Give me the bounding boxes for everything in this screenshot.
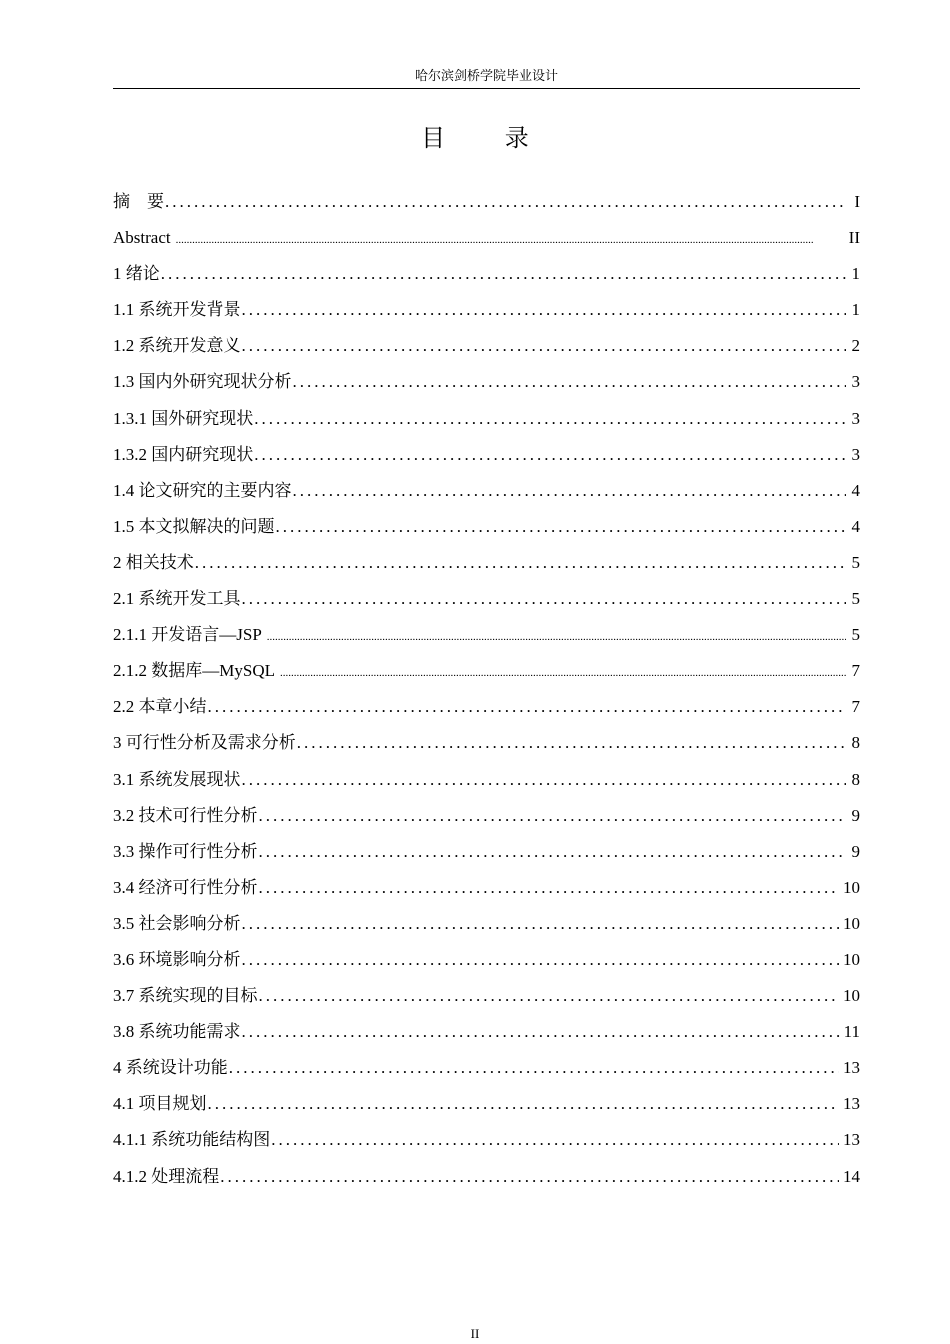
toc-entry-label: 2.1 系统开发工具 [113, 589, 241, 609]
toc-entry-page-number: 13 [843, 1094, 860, 1114]
toc-entry-page-number: 5 [851, 552, 860, 572]
toc-entry-label: 3.4 经济可行性分析 [113, 877, 258, 897]
toc-dot-leader [242, 294, 847, 326]
toc-entry-page-number: 8 [851, 733, 860, 753]
toc-entry[interactable] [113, 1088, 860, 1124]
toc-entry[interactable] [113, 764, 860, 800]
toc-entry[interactable] [113, 294, 860, 330]
toc-dot-leader [293, 366, 847, 398]
toc-entry-label: 2.1.1 开发语言—JSP [113, 625, 262, 645]
toc-entry-label: 1.3.2 国内研究现状 [113, 444, 254, 464]
toc-entry-label: 1.2 系统开发意义 [113, 336, 241, 356]
toc-entry-page-number: 10 [843, 877, 860, 897]
toc-entry[interactable] [113, 403, 860, 439]
toc-dot-leader [242, 330, 847, 362]
toc-entry-page-number: 7 [851, 661, 860, 681]
toc-dot-leader [280, 657, 846, 689]
toc-entry-label: 1.3 国内外研究现状分析 [113, 372, 292, 392]
toc-entry-label: 2 相关技术 [113, 552, 194, 572]
toc-dot-leader [276, 511, 847, 543]
toc-dot-leader [254, 439, 846, 471]
toc-entry-page-number: 13 [843, 1130, 860, 1150]
toc-entry-page-number: 5 [851, 625, 860, 645]
toc-entry[interactable] [113, 800, 860, 836]
toc-entry-page-number: 1 [851, 300, 860, 320]
toc-entry-label: 3.1 系统发展现状 [113, 769, 241, 789]
toc-entry-label: 3 可行性分析及需求分析 [113, 733, 296, 753]
toc-dot-leader [220, 1161, 839, 1193]
toc-entry-page-number: 3 [851, 372, 860, 392]
toc-dot-leader [242, 1016, 840, 1048]
toc-entry-page-number: 4 [851, 516, 860, 536]
toc-entry-label: 3.3 操作可行性分析 [113, 841, 258, 861]
toc-entry-page-number: 10 [843, 986, 860, 1006]
toc-entry[interactable] [113, 475, 860, 511]
toc-entry-page-number: 3 [851, 444, 860, 464]
toc-entry-label: Abstract [113, 228, 171, 248]
toc-entry-page-number: 4 [851, 480, 860, 500]
toc-entry[interactable] [113, 1016, 860, 1052]
toc-entry[interactable] [113, 872, 860, 908]
toc-entry-label: 3.5 社会影响分析 [113, 913, 241, 933]
toc-entry[interactable] [113, 366, 860, 402]
toc-entry-label: 4.1 项目规划 [113, 1094, 207, 1114]
toc-entry-page-number: 8 [851, 769, 860, 789]
page-header [113, 66, 860, 89]
toc-entry-label: 4.1.2 处理流程 [113, 1166, 220, 1186]
toc-entry[interactable] [113, 655, 860, 691]
toc-entry-page-number: 1 [851, 264, 860, 284]
toc-dot-leader [267, 621, 846, 653]
toc-dot-leader [242, 764, 847, 796]
toc-entry-label: 3.2 技术可行性分析 [113, 805, 258, 825]
toc-entry-page-number: 13 [843, 1058, 860, 1078]
toc-entry-label: 1.5 本文拟解决的问题 [113, 516, 275, 536]
toc-dot-leader [195, 547, 846, 579]
toc-entry[interactable] [113, 980, 860, 1016]
toc-entry-label: 1.3.1 国外研究现状 [113, 408, 254, 428]
toc-entry-page-number: 9 [851, 805, 860, 825]
toc-dot-leader [161, 258, 846, 290]
page-title: 目 录 [421, 124, 555, 152]
toc-entry-page-number: II [848, 228, 860, 248]
toc-dot-leader [208, 1088, 840, 1120]
toc-entry-page-number: 11 [843, 1022, 860, 1042]
toc-entry-label: 1.1 系统开发背景 [113, 300, 241, 320]
toc-dot-leader [271, 1124, 839, 1156]
toc-dot-leader [293, 475, 847, 507]
toc-entry-label: 3.6 环境影响分析 [113, 949, 241, 969]
toc-entry[interactable] [113, 439, 860, 475]
toc-entry-label: 3.7 系统实现的目标 [113, 986, 258, 1006]
toc-entry-page-number: 3 [851, 408, 860, 428]
toc-entry-label: 1 绪论 [113, 264, 160, 284]
toc-dot-leader [259, 800, 847, 832]
toc-dot-leader [259, 872, 840, 904]
toc-entry-page-number: 2 [851, 336, 860, 356]
toc-entry-page-number: 5 [851, 589, 860, 609]
toc-entry-page-number: 10 [843, 949, 860, 969]
toc-entry[interactable] [113, 511, 860, 547]
toc-entry[interactable] [113, 330, 860, 366]
toc-dot-leader [254, 403, 846, 435]
footer-page-number: II [470, 1326, 480, 1341]
toc-entry[interactable] [113, 691, 860, 727]
toc-dot-leader [229, 1052, 839, 1084]
header-text: 哈尔滨剑桥学院毕业设计 [414, 68, 558, 83]
toc-entry-label: 4 系统设计功能 [113, 1058, 228, 1078]
toc-entry[interactable] [113, 619, 860, 655]
toc-dot-leader [259, 836, 847, 868]
toc-dot-leader [165, 186, 846, 218]
toc-entry[interactable] [113, 222, 860, 258]
toc-entry[interactable] [113, 944, 860, 980]
toc-dot-leader [242, 583, 847, 615]
table-of-contents [113, 186, 860, 1200]
toc-entry[interactable] [113, 836, 860, 872]
toc-entry[interactable] [113, 1161, 860, 1200]
toc-entry-page-number: 7 [851, 697, 860, 717]
toc-entry-label: 1.4 论文研究的主要内容 [113, 480, 292, 500]
toc-entry[interactable] [113, 1052, 860, 1088]
toc-entry[interactable] [113, 583, 860, 619]
toc-entry-page-number: 10 [843, 913, 860, 933]
toc-entry-page-number: I [854, 192, 860, 211]
toc-dot-leader [242, 944, 840, 976]
toc-entry[interactable] [113, 258, 860, 294]
toc-dot-leader [259, 980, 840, 1012]
toc-dot-leader [208, 691, 847, 723]
toc-entry[interactable] [113, 186, 860, 222]
toc-entry[interactable] [113, 1124, 860, 1160]
toc-entry-label: 4.1.1 系统功能结构图 [113, 1130, 271, 1150]
toc-dot-leader [242, 908, 840, 940]
toc-entry-label: 3.8 系统功能需求 [113, 1022, 241, 1042]
toc-entry-page-number: 14 [843, 1166, 860, 1186]
page-footer [0, 1326, 950, 1342]
toc-entry-label: 2.2 本章小结 [113, 697, 207, 717]
toc-entry-label: 摘 要 [113, 192, 164, 211]
toc-dot-leader [297, 727, 846, 759]
toc-entry[interactable] [113, 908, 860, 944]
toc-entry[interactable] [113, 547, 860, 583]
toc-entry[interactable] [113, 727, 860, 763]
toc-entry-label: 2.1.2 数据库—MySQL [113, 661, 275, 681]
toc-entry-page-number: 9 [851, 841, 860, 861]
toc-dot-leader [176, 224, 845, 256]
